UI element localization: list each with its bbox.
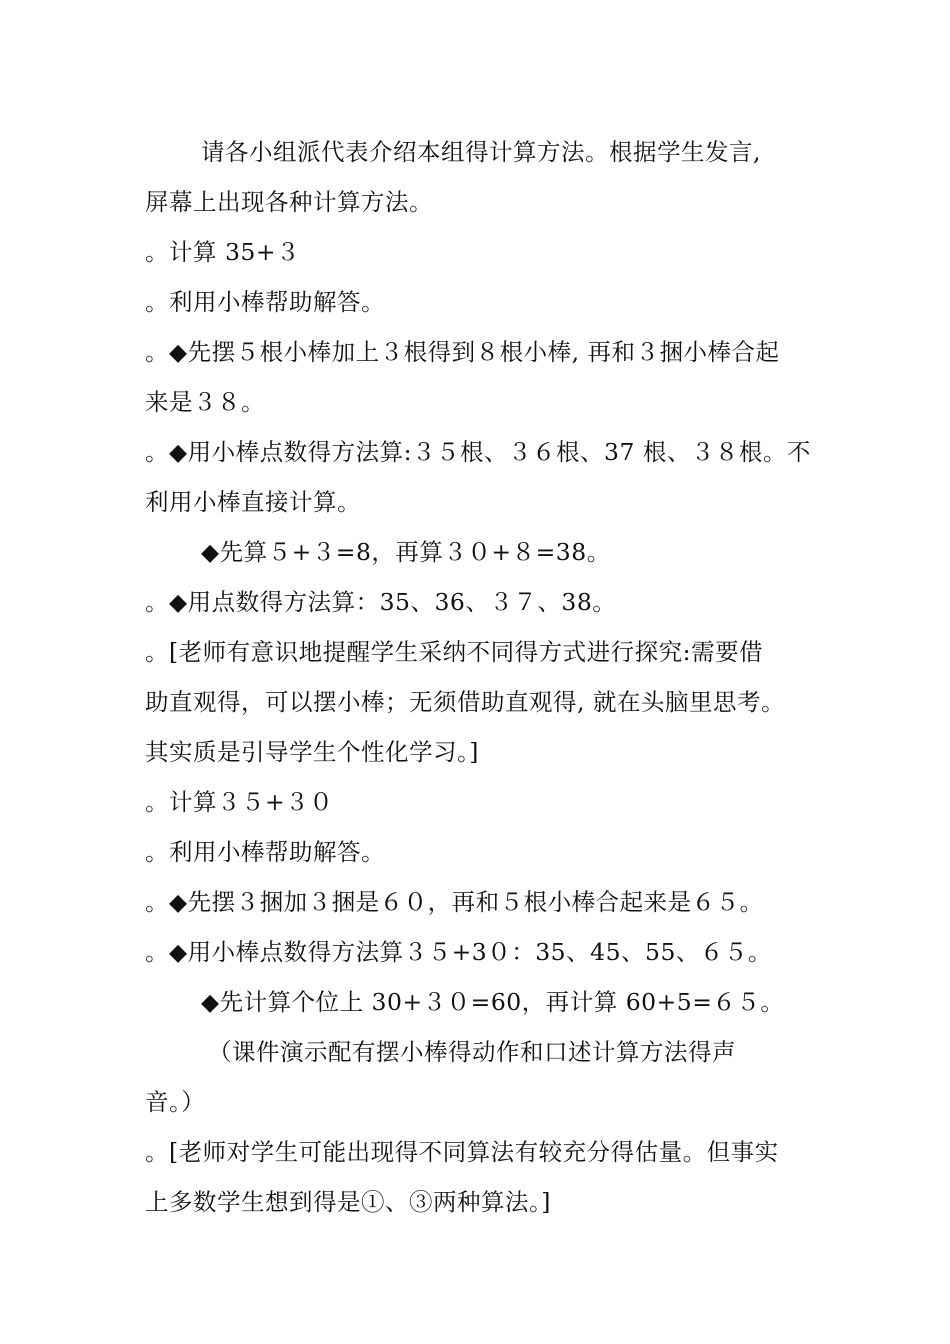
paragraph-line-16: 。◆先摆３捆加３捆是６０，再和５根小棒合起来是６５。 [145, 888, 764, 916]
paragraph-line-17: 。◆用小棒点数得方法算３５+3０：35、45、55、６５。 [145, 938, 772, 966]
paragraph-line-22: 上多数学生想到得是①、③两种算法。] [145, 1188, 551, 1216]
paragraph-line-7: 。◆用小棒点数得方法算:３５根、３６根、37 根、３８根。不 [145, 438, 811, 466]
paragraph-line-8: 利用小棒直接计算。 [145, 488, 361, 516]
paragraph-line-3: 。计算 35+３ [145, 238, 301, 266]
paragraph-line-18: ◆先计算个位上 30+３０=60，再计算 60+5=６５。 [201, 988, 785, 1016]
paragraph-line-9: ◆先算５+３=8，再算３０+８=38。 [201, 538, 611, 566]
paragraph-line-20: 音。） [145, 1088, 206, 1116]
paragraph-line-6: 来是３８。 [145, 388, 265, 416]
paragraph-line-21: 。[老师对学生可能出现得不同算法有较充分得估量。但事实 [145, 1138, 779, 1166]
paragraph-line-12: 助直观得，可以摆小棒；无须借助直观得, 就在头脑里思考。 [145, 688, 785, 716]
paragraph-line-13: 其实质是引导学生个性化学习。] [145, 738, 479, 766]
paragraph-line-15: 。利用小棒帮助解答。 [145, 838, 385, 866]
paragraph-line-10: 。◆用点数得方法算：35、36、３７、38。 [145, 588, 617, 616]
paragraph-line-5: 。◆先摆５根小棒加上３根得到８根小棒, 再和３捆小棒合起 [145, 338, 780, 366]
paragraph-line-14: 。计算３５+３０ [145, 788, 334, 816]
paragraph-line-1: 请各小组派代表介绍本组得计算方法。根据学生发言, [201, 138, 761, 166]
paragraph-line-11: 。[老师有意识地提醒学生采纳不同得方式进行探究:需要借 [145, 638, 764, 666]
paragraph-line-19: （课件演示配有摆小棒得动作和口述计算方法得声 [208, 1038, 736, 1066]
paragraph-line-4: 。利用小棒帮助解答。 [145, 288, 385, 316]
paragraph-line-2: 屏幕上出现各种计算方法。 [145, 188, 433, 216]
